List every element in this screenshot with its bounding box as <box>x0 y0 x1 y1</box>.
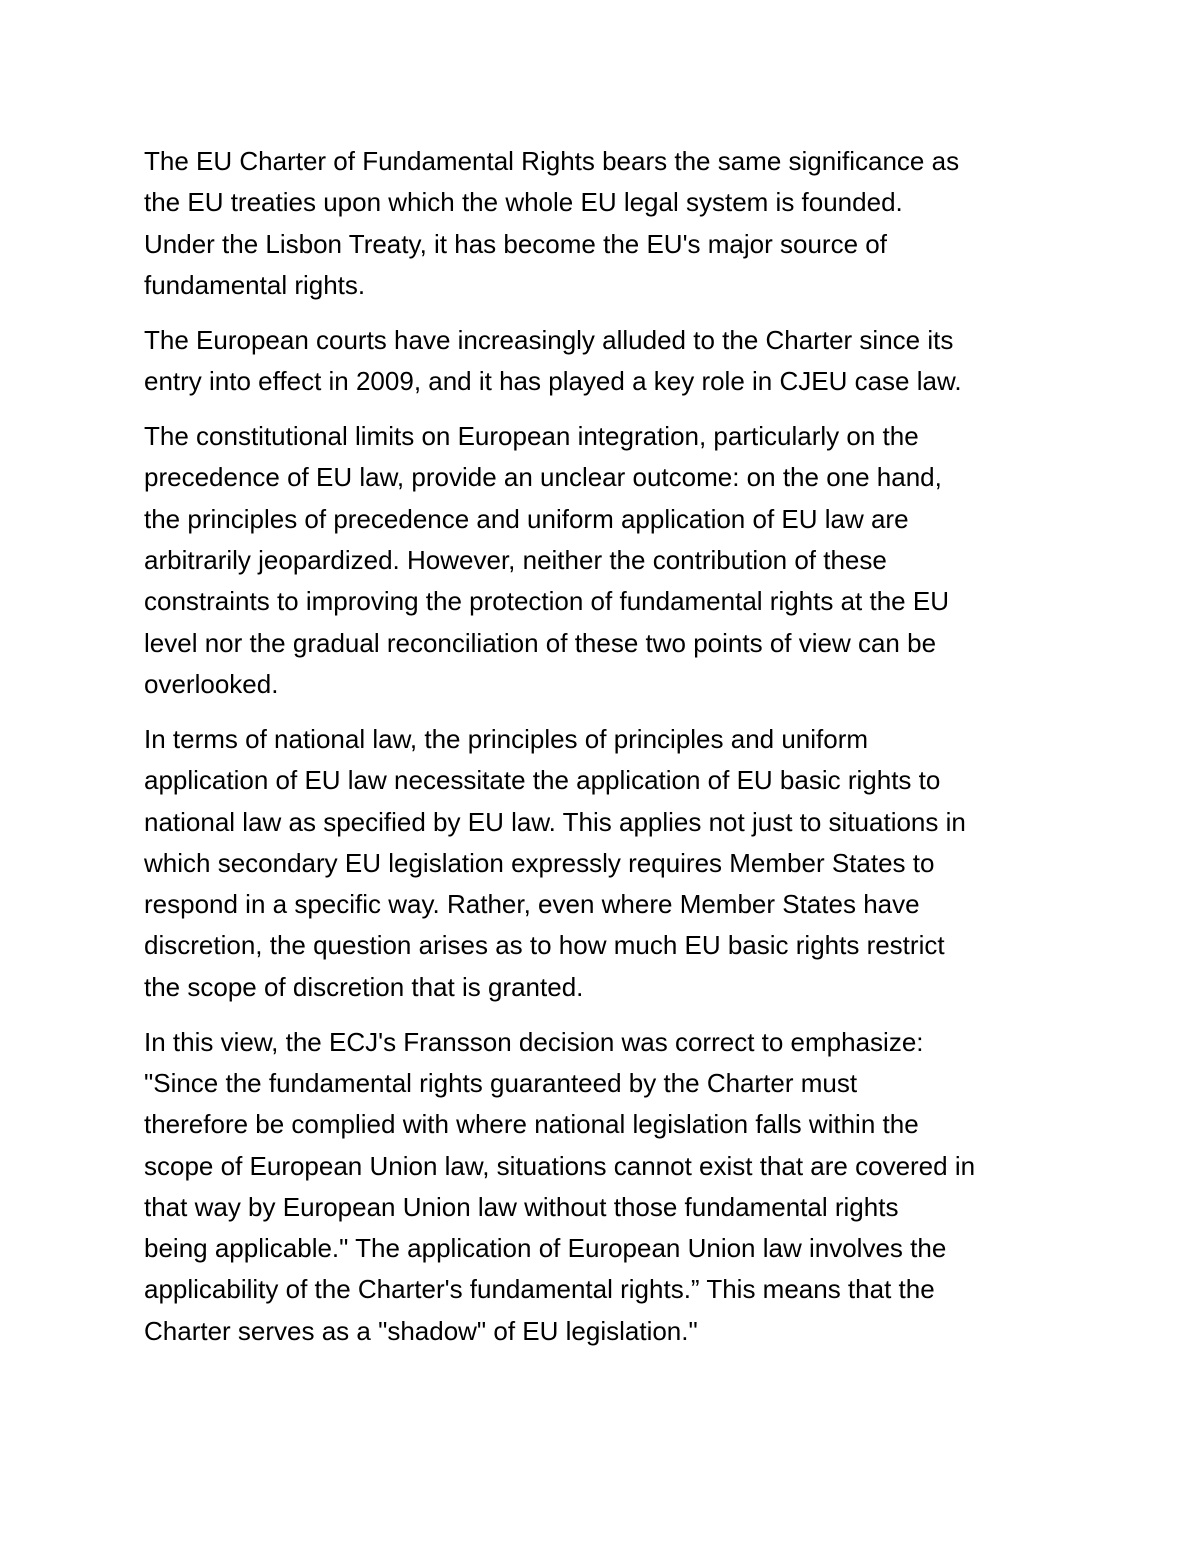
text-line: precedence of EU law, provide an unclear outcome: on the one hand, <box>144 462 942 493</box>
text-line: overlooked. <box>144 668 279 699</box>
text-line: applicability of the Charter's fundamental rights.” This means that the <box>144 1274 935 1305</box>
paragraph-2 <box>144 320 1064 403</box>
text-line: application of EU law necessitate the application of EU basic rights to <box>144 765 941 796</box>
text-line: the EU treaties upon which the whole EU legal system is founded. <box>144 187 903 218</box>
text-line: In this view, the ECJ's Fransson decision was correct to emphasize: <box>144 1026 924 1057</box>
paragraph-1 <box>144 141 1064 306</box>
document-body <box>144 141 1064 1366</box>
text-line: the scope of discretion that is granted. <box>144 971 584 1002</box>
text-line: entry into effect in 2009, and it has played a key role in CJEU case law. <box>144 366 962 397</box>
paragraph-4 <box>144 719 1064 1008</box>
text-line: The EU Charter of Fundamental Rights bears the same significance as <box>144 146 960 176</box>
text-line: fundamental rights. <box>144 269 366 300</box>
text-line: national law as specified by EU law. This applies not just to situations in <box>144 806 966 837</box>
text-line: scope of European Union law, situations cannot exist that are covered in <box>144 1150 976 1181</box>
text-line: the principles of precedence and uniform application of EU law are <box>144 503 909 534</box>
text-line: Charter serves as a "shadow" of EU legislation." <box>144 1315 698 1346</box>
paragraph-3 <box>144 416 1064 705</box>
text-line: level nor the gradual reconciliation of these two points of view can be <box>144 627 937 658</box>
text-line: therefore be complied with where national legislation falls within the <box>144 1109 919 1140</box>
text-line: constraints to improving the protection of fundamental rights at the EU <box>144 586 949 617</box>
text-line: being applicable." The application of European Union law involves the <box>144 1233 947 1264</box>
text-line: respond in a specific way. Rather, even where Member States have <box>144 889 920 920</box>
text-line: The European courts have increasingly alluded to the Charter since its <box>144 324 954 355</box>
text-line: The constitutional limits on European integration, particularly on the <box>144 421 919 452</box>
text-line: which secondary EU legislation expressly requires Member States to <box>144 847 935 878</box>
paragraph-5 <box>144 1022 1064 1352</box>
text-line: that way by European Union law without those fundamental rights <box>144 1191 899 1222</box>
text-line: In terms of national law, the principles of principles and uniform <box>144 723 869 754</box>
text-line: arbitrarily jeopardized. However, neither the contribution of these <box>144 545 887 576</box>
text-line: Under the Lisbon Treaty, it has become the EU's major source of <box>144 228 887 259</box>
text-line: discretion, the question arises as to how much EU basic rights restrict <box>144 930 945 961</box>
text-line: "Since the fundamental rights guaranteed by the Charter must <box>144 1067 858 1098</box>
